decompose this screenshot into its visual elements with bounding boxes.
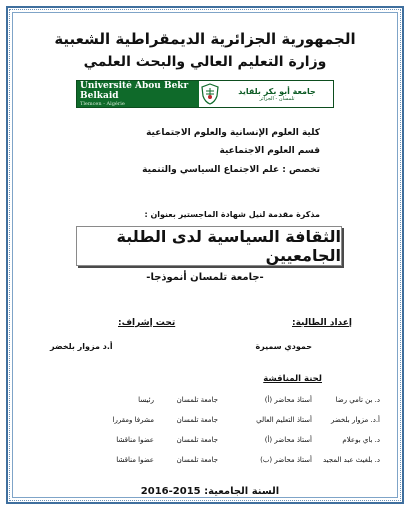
committee-row (0, 396, 410, 410)
member-role: مشرفا ومقررا (112, 416, 154, 424)
thesis-title: الثقافة السياسية لدى الطلبة الجامعيين (116, 227, 341, 265)
member-name: د. بلغيث عبد المجيد (322, 456, 380, 464)
student-label: إعداد الطالبة: (292, 318, 352, 328)
university-crest-icon (199, 81, 221, 107)
committee-row (0, 456, 410, 470)
faculty-name: كلية العلوم الإنسانية والعلوم الاجتماعية (146, 128, 320, 138)
university-name-ar: جامعة أبو بكر بلقايد (238, 86, 316, 96)
memo-line: مذكرة مقدمة لنيل شهادة الماجستير بعنوان : (144, 210, 320, 219)
member-rank: أستاذ محاضر (أ) (264, 396, 312, 404)
republic-header: الجمهورية الجزائرية الديمقراطية الشعبية (54, 30, 356, 48)
member-role: عضوا مناقشا (116, 436, 154, 444)
committee-title: لجنة المناقشة (263, 374, 322, 384)
member-university: جامعة تلمسان (176, 416, 218, 424)
university-city-fr: Tlemcen - Algérie (80, 101, 125, 107)
university-banner (76, 80, 334, 108)
specialization: تخصص : علم الاجتماع السياسي والتنمية (142, 165, 320, 175)
thesis-title-box (76, 226, 342, 266)
department-name: قسم العلوم الاجتماعية (219, 146, 320, 156)
member-name: د. باي بوعلام (342, 436, 380, 444)
ministry-header: وزارة التعليم العالي والبحث العلمي (83, 54, 327, 70)
member-rank: أستاذ محاضر (ب) (260, 456, 312, 464)
university-name-fr-block (77, 81, 199, 107)
supervisor-label: تحت إشراف: (118, 318, 176, 328)
member-role: رئيسا (138, 396, 154, 404)
committee-row (0, 416, 410, 430)
member-name: أ.د. مزوار بلخضر (331, 416, 380, 424)
academic-year: السنة الجامعية: 2015-2016 (140, 486, 280, 497)
university-name-fr: Université Abou Bekr Belkaid (80, 81, 189, 101)
member-rank: أستاذ التعليم العالي (256, 416, 312, 424)
supervisor-name: أ.د مزوار بلخضر (50, 342, 113, 351)
member-rank: أستاذ محاضر (أ) (264, 436, 312, 444)
thesis-subtitle: -جامعة تلمسان أنموذجا- (146, 272, 264, 283)
member-university: جامعة تلمسان (176, 436, 218, 444)
student-name: حمودي سميرة (255, 342, 312, 351)
member-university: جامعة تلمسان (176, 456, 218, 464)
university-city-ar: تلمسان - الجزائر (259, 95, 295, 102)
member-name: د. بن تامي رضا (335, 396, 380, 404)
university-name-ar-block (221, 81, 333, 107)
member-university: جامعة تلمسان (176, 396, 218, 404)
committee-row (0, 436, 410, 450)
member-role: عضوا مناقشا (116, 456, 154, 464)
